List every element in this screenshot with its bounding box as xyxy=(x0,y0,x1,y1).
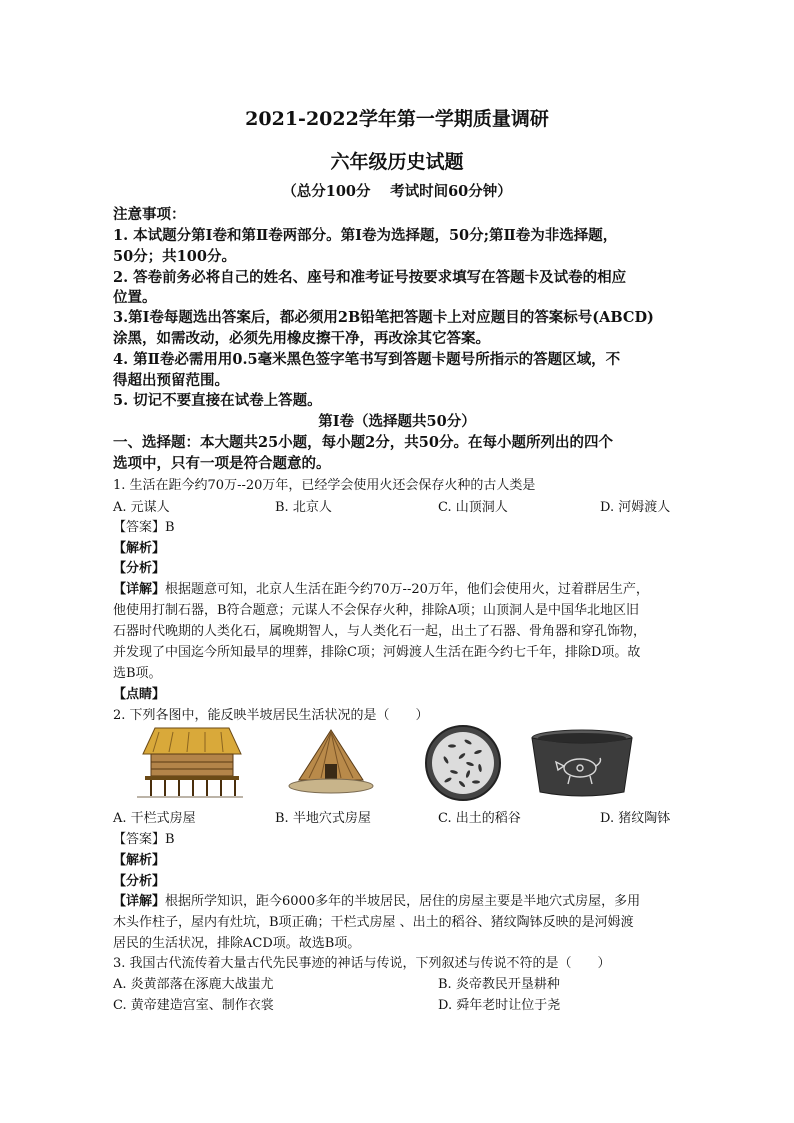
section-intro: 一、选择题：本大题共25小题，每小题2分，共50分。在每小题所列出的四个 xyxy=(113,434,613,451)
exam-meta: （总分100分 考试时间60分钟） xyxy=(282,183,512,200)
notice-line: 1. 本试题分第Ⅰ卷和第Ⅱ卷两部分。第Ⅰ卷为选择题，50分;第Ⅱ卷为非选择题， xyxy=(113,227,618,244)
q3-option-a: A. 炎黄部落在涿鹿大战蚩尤 xyxy=(113,977,274,992)
q2-answer: 【答案】B xyxy=(113,832,175,847)
q1-detail-line: 石器时代晚期的人类化石，属晚期智人，与人类化石一起，出土了石器、骨角器和穿孔饰物， xyxy=(113,624,647,639)
exam-title: 2021-2022学年第一学期质量调研 xyxy=(245,108,549,130)
q1-answer: 【答案】B xyxy=(113,520,175,535)
q1-jiexi: 【解析】 xyxy=(113,541,166,556)
q1-dianjing: 【点睛】 xyxy=(113,687,166,702)
q3-option-b: B. 炎帝教民开垦耕种 xyxy=(438,977,560,992)
semi-subterranean-house-image xyxy=(285,726,377,796)
q2-option-a: A. 干栏式房屋 xyxy=(113,811,196,826)
notice-line: 位置。 xyxy=(113,289,157,306)
q2-detail-text: 根据所学知识，距今6000多年的半坡居民，居住的房屋主要是半地穴式房屋，多用 xyxy=(165,894,641,909)
q3-option-d: D. 舜年老时让位于尧 xyxy=(438,998,561,1013)
q1-option-d: D. 河姆渡人 xyxy=(600,500,671,515)
q1-fenxi: 【分析】 xyxy=(113,561,166,576)
notice-line: 得超出预留范围。 xyxy=(113,372,229,389)
stilt-house-image xyxy=(133,724,245,798)
notice-line: 4. 第Ⅱ卷必需用用0.5毫米黑色签字笔书写到答题卡题号所指示的答题区域，不 xyxy=(113,351,621,368)
q2-detail-tag: 【详解】 xyxy=(113,894,166,909)
notice-line: 5. 切记不要直接在试卷上答题。 xyxy=(113,392,322,409)
rice-grains-image xyxy=(424,724,502,802)
question-3-stem: 3. 我国古代流传着大量古代先民事迹的神话与传说，下列叙述与传说不符的是（ ） xyxy=(113,956,611,971)
q1-detail-text: 根据题意可知，北京人生活在距今约70万--20万年，他们会使用火，过着群居生产， xyxy=(165,582,649,597)
q2-detail-line: 木头作柱子，屋内有灶坑，B项正确；干栏式房屋 、出土的稻谷、猪纹陶钵反映的是河姆渡 xyxy=(113,915,634,930)
pig-pattern-pottery-image xyxy=(528,728,636,800)
q1-detail-line xyxy=(113,578,685,597)
q1-detail-tag: 【详解】 xyxy=(113,582,166,597)
q2-detail-line: 居民的生活状况，排除ACD项。故选B项。 xyxy=(113,936,361,951)
q1-option-c: C. 山顶洞人 xyxy=(438,500,508,515)
exam-subtitle: 六年级历史试题 xyxy=(330,151,464,173)
notice-line: 50分；共100分。 xyxy=(113,248,236,265)
q2-option-d: D. 猪纹陶钵 xyxy=(600,811,671,826)
section-intro: 选项中，只有一项是符合题意的。 xyxy=(113,455,331,472)
q1-detail-line: 选B项。 xyxy=(113,666,162,681)
q1-option-b: B. 北京人 xyxy=(275,500,332,515)
notice-line: 涂黑，如需改动，必须先用橡皮擦干净，再改涂其它答案。 xyxy=(113,330,490,347)
section-title: 第Ⅰ卷（选择题共50分） xyxy=(318,413,476,430)
q1-option-a: A. 元谋人 xyxy=(113,500,170,515)
question-1-stem: 1. 生活在距今约70万--20万年，已经学会使用火还会保存火种的古人类是 xyxy=(113,478,536,493)
notice-line: 2. 答卷前务必将自己的姓名、座号和准考证号按要求填写在答题卡及试卷的相应 xyxy=(113,269,627,286)
q1-detail-line: 并发现了中国迄今所知最早的埋葬，排除C项；河姆渡人生活在距今约七千年，排除D项。故 xyxy=(113,645,641,660)
q2-detail-line xyxy=(113,890,685,909)
q1-detail-line: 他使用打制石器，B符合题意；元谋人不会保存火种，排除A项；山顶洞人是中国华北地区旧 xyxy=(113,603,639,618)
question-2-stem: 2. 下列各图中，能反映半坡居民生活状况的是（ ） xyxy=(113,708,429,723)
q2-option-b: B. 半地穴式房屋 xyxy=(275,811,371,826)
q2-jiexi: 【解析】 xyxy=(113,853,166,868)
q2-fenxi: 【分析】 xyxy=(113,874,166,889)
q2-option-c: C. 出土的稻谷 xyxy=(438,811,521,826)
notice-line: 3.第Ⅰ卷每题选出答案后，都必须用2B铅笔把答题卡上对应题目的答案标号(ABCD) xyxy=(113,309,654,326)
notice-heading: 注意事项： xyxy=(113,206,186,223)
q3-option-c: C. 黄帝建造宫室、制作衣裳 xyxy=(113,998,274,1013)
